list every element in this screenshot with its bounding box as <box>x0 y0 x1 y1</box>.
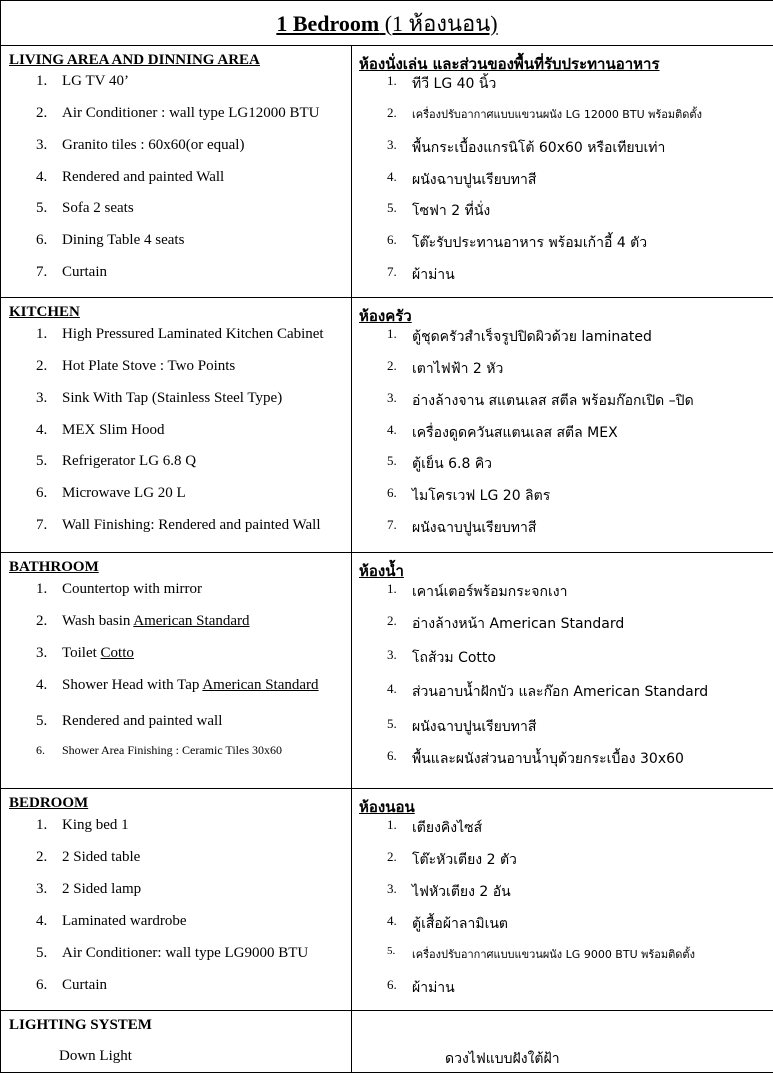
living-th-cell: ห้องนั่งเล่น และส่วนของพื้นที่รับประทานอาหาร 1. ทีวี LG 40 นิ้ว 2. เครื่องปรับอากาศแบบแขวนผนัง LG 12000 BTU พร้อมติดตั้ง 3. พื้นกระเบื้องแกรนิโต้ 60x60 หรือเทียบเท่า 4. ผนังฉาบปูนเรียบทาสี 5. โซฟา 2 ที่นั่ง 6. โต๊ะรับประทานอาหาร พร้อมเก้าอี้ 4 ตัว 7. ผ้าม่าน <box>352 46 773 298</box>
list-item: ผนังฉาบปูนเรียบทาสี <box>412 172 537 188</box>
list-item: พื้นกระเบื้องแกรนิโต้ 60x60 หรือเทียบเท่า <box>412 140 666 156</box>
list-item: Rendered and painted Wall <box>62 169 225 185</box>
brand-name: American Standard <box>133 613 250 629</box>
list-item: เตียงคิงไซส์ <box>412 820 483 836</box>
brand-name: American Standard <box>202 677 319 693</box>
kitchen-en-cell: KITCHEN 1. High Pressured Laminated Kitchen Cabinet 2. Hot Plate Stove : Two Points 3. Sink With Tap (Stainless Steel Type) 4. MEX Slim Hood 5. Refrigerator LG 6.8 Q 6. Microwave LG 20 L 7. Wall Finishing: Rendered and painted Wall <box>1 298 352 553</box>
lighting-item: ดวงไฟแบบฝังใต้ฝ้า <box>445 1051 560 1067</box>
kitchen-th-cell: ห้องครัว 1. ตู้ชุดครัวสำเร็จรูปปิดผิวด้วย laminated 2. เตาไฟฟ้า 2 หัว 3. อ่างล้างจาน สแตนเลส สตีล พร้อมก๊อกเปิด –ปิด 4. เครื่องดูดควันสแตนเลส สตีล MEX 5. ตู้เย็น 6.8 คิว 6. ไมโครเวฟ LG 20 ลิตร 7. ผนังฉาบปูนเรียบทาสี <box>352 298 773 553</box>
list-item: โต๊ะหัวเตียง 2 ตัว <box>412 852 517 868</box>
list-item: Shower Head with Tap American Standard <box>62 677 319 693</box>
list-item: ตู้เสื้อผ้าลามิเนต <box>412 916 509 932</box>
list-item: Wall Finishing: Rendered and painted Wall <box>62 517 321 533</box>
list-item: ผนังฉาบปูนเรียบทาสี <box>412 719 537 735</box>
list-item: โต๊ะรับประทานอาหาร พร้อมเก้าอี้ 4 ตัว <box>412 235 648 251</box>
lighting-item: Down Light <box>59 1048 132 1064</box>
section-header: ห้องน้ำ <box>359 562 404 580</box>
list-item: พื้นและผนังส่วนอาบน้ำบุด้วยกระเบื้อง 30x60 <box>412 751 684 767</box>
list-item: เครื่องดูดควันสแตนเลส สตีล MEX <box>412 425 618 441</box>
list-item: เคาน์เตอร์พร้อมกระจกเงา <box>412 584 568 600</box>
list-item: ผ้าม่าน <box>412 267 455 283</box>
list-item: โถส้วม Cotto <box>412 650 496 666</box>
list-item: เครื่องปรับอากาศแบบแขวนผนัง LG 12000 BTU พร้อมติดตั้ง <box>412 108 702 121</box>
list-item: High Pressured Laminated Kitchen Cabinet <box>62 326 324 342</box>
list-item: LG TV 40’ <box>62 73 129 89</box>
list-item: Hot Plate Stove : Two Points <box>62 358 236 374</box>
section-header: LIGHTING SYSTEM <box>9 1017 152 1033</box>
list-item: Sink With Tap (Stainless Steel Type) <box>62 390 283 406</box>
list-item: เตาไฟฟ้า 2 หัว <box>412 361 504 377</box>
list-item: Refrigerator LG 6.8 Q <box>62 453 197 469</box>
list-item: Curtain <box>62 264 107 280</box>
page-title: 1 Bedroom (1 ห้องนอน) <box>276 10 498 36</box>
section-header: BEDROOM <box>9 795 89 811</box>
list-item: Microwave LG 20 L <box>62 485 186 501</box>
list-item: 2 Sided table <box>62 849 141 865</box>
list-item: ทีวี LG 40 นิ้ว <box>412 76 497 92</box>
list-item: Toilet Cotto <box>62 645 134 661</box>
list-item: โซฟา 2 ที่นั่ง <box>412 203 491 219</box>
list-item: Air Conditioner: wall type LG9000 BTU <box>62 945 309 961</box>
list-item: อ่างล้างหน้า American Standard <box>412 616 625 632</box>
section-header: ห้องนอน <box>359 798 415 816</box>
list-item: Rendered and painted wall <box>62 713 223 729</box>
list-item: 2 Sided lamp <box>62 881 142 897</box>
list-item: ผนังฉาบปูนเรียบทาสี <box>412 520 537 536</box>
list-item: อ่างล้างจาน สแตนเลส สตีล พร้อมก๊อกเปิด –ปิด <box>412 393 694 409</box>
section-header: LIVING AREA AND DINNING AREA <box>9 52 260 68</box>
list-item: Sofa 2 seats <box>62 200 134 216</box>
list-item: ตู้ชุดครัวสำเร็จรูปปิดผิวด้วย laminated <box>412 329 652 345</box>
list-item: ผ้าม่าน <box>412 980 455 996</box>
bedroom-en-cell: BEDROOM 1. King bed 1 2. 2 Sided table 3. 2 Sided lamp 4. Laminated wardrobe 5. Air Conditioner: wall type LG9000 BTU 6. Curtain <box>1 789 352 1011</box>
list-item: Wash basin American Standard <box>62 613 250 629</box>
list-item: Dining Table 4 seats <box>62 232 185 248</box>
list-item: Granito tiles : 60x60(or equal) <box>62 137 245 153</box>
bedroom-th-cell: ห้องนอน 1. เตียงคิงไซส์ 2. โต๊ะหัวเตียง 2 ตัว 3. ไฟหัวเตียง 2 อัน 4. ตู้เสื้อผ้าลามิเนต 5. เครื่องปรับอากาศแบบแขวนผนัง LG 9000 BTU พร้อมติดตั้ง 6. ผ้าม่าน <box>352 789 773 1011</box>
list-item: Countertop with mirror <box>62 581 202 597</box>
list-item: Laminated wardrobe <box>62 913 187 929</box>
list-item: ส่วนอาบน้ำฝักบัว และก๊อก American Standard <box>412 684 709 700</box>
list-item: MEX Slim Hood <box>62 422 165 438</box>
list-item: เครื่องปรับอากาศแบบแขวนผนัง LG 9000 BTU พร้อมติดตั้ง <box>412 948 695 961</box>
bathroom-th-cell: ห้องน้ำ 1. เคาน์เตอร์พร้อมกระจกเงา 2. อ่างล้างหน้า American Standard 3. โถส้วม Cotto 4. ส่วนอาบน้ำฝักบัว และก๊อก American Standard 5. ผนังฉาบปูนเรียบทาสี 6. พื้นและผนังส่วนอาบน้ำบุด้วยกระเบื้อง 30x60 <box>352 553 773 789</box>
list-item: ไมโครเวฟ LG 20 ลิตร <box>412 488 551 504</box>
list-item: King bed 1 <box>62 817 129 833</box>
brand-name: Cotto <box>100 645 134 661</box>
list-item: Air Conditioner : wall type LG12000 BTU <box>62 105 320 121</box>
title-cell <box>1 1 773 46</box>
lighting-th-cell <box>352 1011 773 1073</box>
living-en-cell: LIVING AREA AND DINNING AREA 1. LG TV 40’ 2. Air Conditioner : wall type LG12000 BTU 3. Granito tiles : 60x60(or equal) 4. Rendered and painted Wall 5. Sofa 2 seats 6. Dining Table 4 seats 7. Curtain <box>1 46 352 298</box>
section-header: BATHROOM <box>9 559 99 575</box>
list-item: ไฟหัวเตียง 2 อัน <box>412 884 511 900</box>
list-item: Curtain <box>62 977 107 993</box>
section-header: ห้องครัว <box>359 307 412 325</box>
bathroom-en-cell: BATHROOM 1. Countertop with mirror 2. Wash basin American Standard 3. Toilet Cotto 4. Shower Head with Tap American Standard 5. Rendered and painted wall 6. Shower Area Finishing : Ceramic Tiles 30x60 <box>1 553 352 789</box>
list-item: ตู้เย็น 6.8 คิว <box>412 456 493 472</box>
section-header: ห้องนั่งเล่น และส่วนของพื้นที่รับประทานอาหาร <box>359 55 660 73</box>
section-header: KITCHEN <box>9 304 80 320</box>
list-item: Shower Area Finishing : Ceramic Tiles 30x60 <box>62 743 282 757</box>
lighting-en-cell <box>1 1011 352 1073</box>
